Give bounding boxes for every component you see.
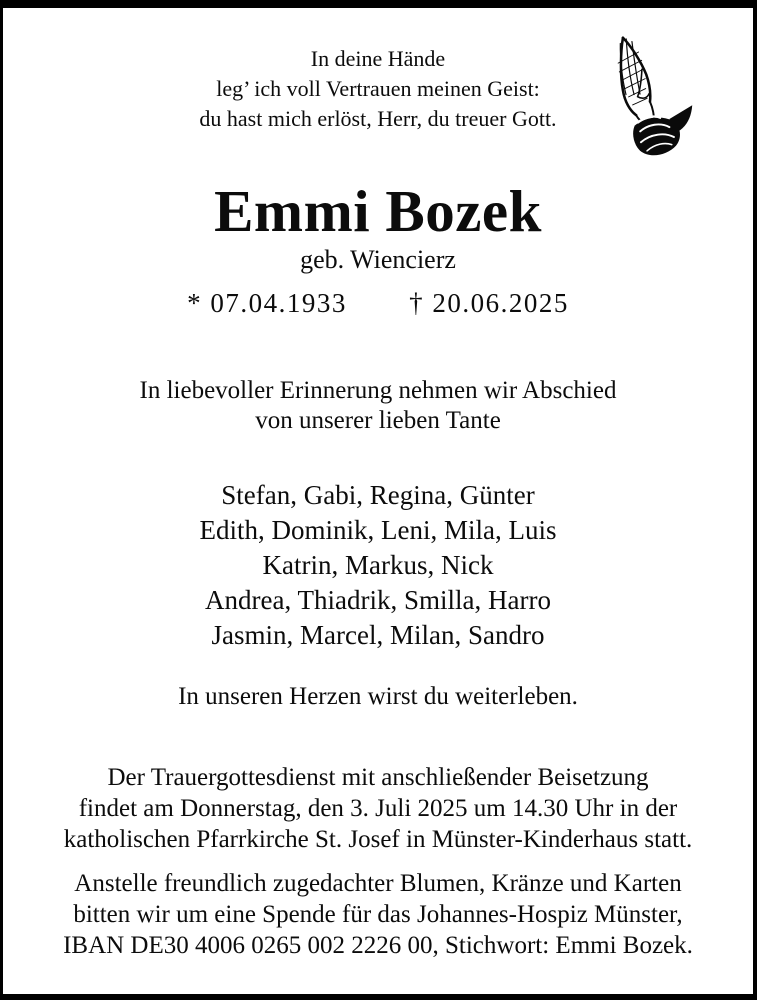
donation-line: bitten wir um eine Spende für das Johannes-Hospiz Münster, xyxy=(73,901,683,928)
verse-line: leg’ ich voll Vertrauen meinen Geist: xyxy=(216,76,540,101)
farewell-text: In unseren Herzen wirst du weiterleben. xyxy=(178,683,578,710)
donation-line: Anstelle freundlich zugedachter Blumen, Kränze und Karten xyxy=(74,870,682,897)
service-line: findet am Donnerstag, den 3. Juli 2025 um 14.30 Uhr in der xyxy=(78,795,678,822)
life-dates xyxy=(3,286,753,320)
donation-info xyxy=(3,868,753,961)
birth-date: * 07.04.1933 xyxy=(187,288,347,318)
service-info xyxy=(3,762,753,855)
service-line: katholischen Pfarrkirche St. Josef in Münster-Kinderhaus statt. xyxy=(63,826,693,853)
intro-line: In liebevoller Erinnerung nehmen wir Abschied xyxy=(139,377,617,404)
donation-line: IBAN DE30 4006 0265 002 2226 00, Stichwort: Emmi Bozek. xyxy=(63,932,693,959)
verse-line: In deine Hände xyxy=(310,46,446,71)
mourners-list xyxy=(3,478,753,653)
intro-text xyxy=(3,376,753,436)
verse-line: du hast mich erlöst, Herr, du treuer Gott. xyxy=(199,106,557,131)
intro-line: von unserer lieben Tante xyxy=(255,407,501,434)
deceased-name: Emmi Bozek xyxy=(214,178,542,244)
service-line: Der Trauergottesdienst mit anschließender Beisetzung xyxy=(107,764,649,791)
mourners-line: Katrin, Markus, Nick xyxy=(262,550,494,580)
mourners-line: Edith, Dominik, Leni, Mila, Luis xyxy=(199,515,557,545)
mourners-line: Stefan, Gabi, Regina, Günter xyxy=(221,480,535,510)
maiden-name: geb. Wiencierz xyxy=(300,245,456,274)
death-date: † 20.06.2025 xyxy=(409,288,569,318)
praying-hands-icon xyxy=(595,30,713,172)
mourners-line: Andrea, Thiadrik, Smilla, Harro xyxy=(205,585,551,615)
mourners-line: Jasmin, Marcel, Milan, Sandro xyxy=(211,620,545,650)
